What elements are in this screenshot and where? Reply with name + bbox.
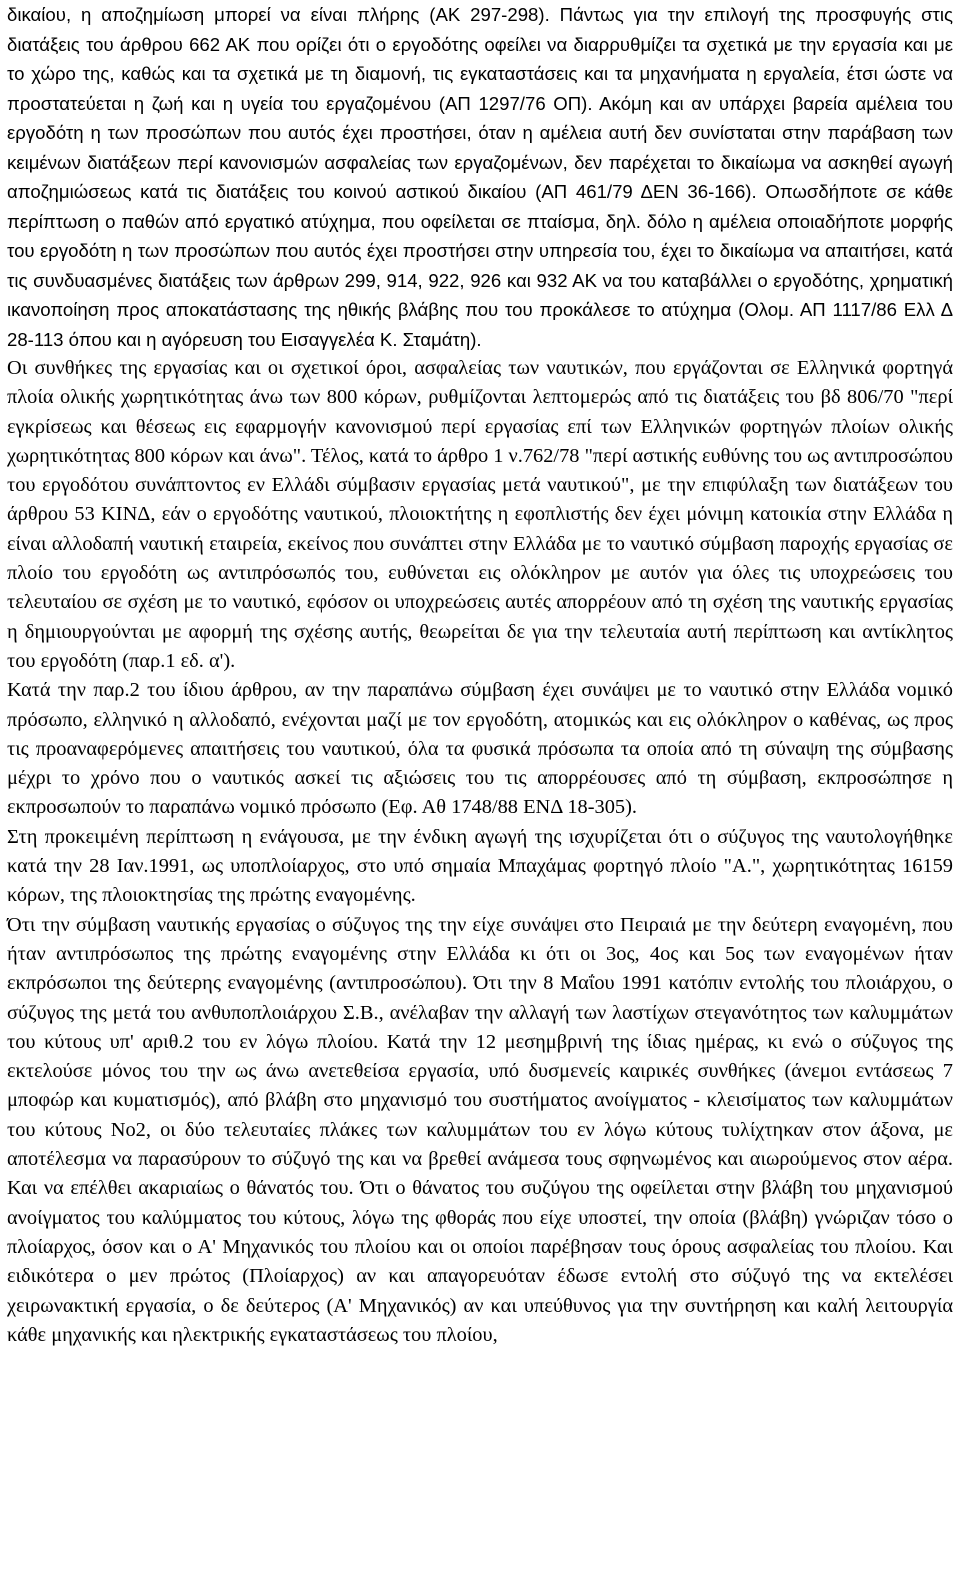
document-page bbox=[7, 0, 953, 1350]
paragraph-seafarer-work-conditions: Οι συνθήκες της εργασίας και οι σχετικοί όροι, ασφαλείας των ναυτικών, που εργάζονται σε Ελληνικά φορτηγά πλοία ολικής χωρητικότητας άνω των 800 κόρων, ρυθμίζονται λεπτομερώς από τις διατάξεις του βδ 806/70 "περί εγκρίσεως και θέσεως εις εφαρμογήν κανονισμού περί εργασίας επί των Ελληνικών φορτηγών πλοίων ολικής χωρητικότητας 800 κόρων και άνω". Τέλος, κατά το άρθρο 1 ν.762/78 "περί αστικής ευθύνης του ως αντιπροσώπου του εργοδότου συνάπτοντος εν Ελλάδι σύμβασιν εργασίας μετά ναυτικού", με την επιφύλαξη των διατάξεων του άρθρου 53 ΚΙΝΔ, εάν ο εργοδότης ναυτικού, πλοιοκτήτης η εφοπλιστής δεν έχει μόνιμη κατοικία στην Ελλάδα η είναι αλλοδαπή ναυτική εταιρεία, εκείνος που συνάπτει στην Ελλάδα με το ναυτικό σύμβαση παροχής εργασίας σε πλοίο του εργοδότη ως αντιπρόσωπός του, ευθύνεται εις ολόκληρον με αυτόν για όλες τις υποχρεώσεις του τελευταίου σε σχέση με το ναυτικό, εφόσον οι υποχρεώσεις αυτές απορρέουν από τη σχέση της ναυτικής εργασίας η δημιουργούνται με αφορμή της σχέσης αυτής, θεωρείται δε για την τελευταία αυτή περίπτωση και αντίκλητος του εργοδότη (παρ.1 εδ. α'). bbox=[7, 357, 953, 672]
paragraph-employer-liability: δικαίου, η αποζημίωση μπορεί να είναι πλήρης (ΑΚ 297-298). Πάντως για την επιλογή της προσφυγής στις διατάξεις του άρθρου 662 ΑΚ που ορίζει ότι ο εργοδότης οφείλει να διαρρυθμίζει τα σχετικά με την εργασία και με το χώρο της, καθώς και τα σχετικά με τη διαμονή, τις εγκαταστάσεις και τα μηχανήματα η εργαλεία, έτσι ώστε να προστατεύεται η ζωή και η υγεία του εργαζομένου (ΑΠ 1297/76 ΟΠ). Ακόμη και αν υπάρχει βαρεία αμέλεια του εργοδότη η των προσώπων που αυτός έχει προστήσει, όταν η αμέλεια αυτή δεν συνίσταται στην παράβαση των κειμένων διατάξεων περί κανονισμών ασφαλείας των εργαζομένων, δεν παρέχεται το δικαίωμα να ασκηθεί αγωγή αποζημιώσεως κατά τις διατάξεις του κοινού αστικού δικαίου (ΑΠ 461/79 ΔΕΝ 36-166). Οπωσδήποτε σε κάθε περίπτωση ο παθών από εργατικό ατύχημα, που οφείλεται σε πταίσμα, δηλ. δόλο η αμέλεια οποιαδήποτε μορφής του εργοδότη η των προσώπων που αυτός έχει προστήσει στην υπηρεσία του, έχει το δικαίωμα να απαιτήσει, κατά τις συνδυασμένες διατάξεις των άρθρων 299, 914, 922, 926 και 932 ΑΚ να του καταβάλλει ο εργοδότης, χρηματική ικανοποίηση προς αποκατάστασης της ηθικής βλάβης που του προκάλεσε το ατύχημα (Ολομ. ΑΠ 1117/86 Ελλ Δ 28-113 όπου και η αγόρευση του Εισαγγελέα Κ. Σταμάτη). bbox=[7, 4, 953, 350]
paragraph-case-claim: Στη προκειμένη περίπτωση η ενάγουσα, με την ένδικη αγωγή της ισχυρίζεται ότι ο σύζυγος της ναυτολογήθηκε κατά την 28 Ιαν.1991, ως υποπλοίαρχος, στο υπό σημαία Μπαχάμας φορτηγό πλοίο "Α.", χωρητικότητας 16159 κόρων, της πλοιοκτησίας της πρώτης εναγομένης. bbox=[7, 825, 953, 907]
paragraph-legal-entity-liability: Κατά την παρ.2 του ίδιου άρθρου, αν την παραπάνω σύμβαση έχει συνάψει με το ναυτικό στην Ελλάδα νομικό πρόσωπο, ελληνικό η αλλοδαπό, ενέχονται μαζί με τον εργοδότη, ατομικώς και εις ολόκληρον ο καθένας, ως προς τις προαναφερόμενες απαιτήσεις του ναυτικού, όλα τα φυσικά πρόσωπα τα οποία από τη σύναψη της σύμβασης μέχρι το χρόνο που ο ναυτικός ασκεί τις αξιώσεις του τις απορρέουσες από τη σύμβαση, εκπροσώπησε η εκπροσωπούν το παραπάνω νομικό πρόσωπο (Εφ. Αθ 1748/88 ΕΝΔ 18-305). bbox=[7, 679, 953, 819]
paragraph-accident-facts: Ότι την σύμβαση ναυτικής εργασίας ο σύζυγος της την είχε συνάψει στο Πειραιά με την δεύτερη εναγομένη, που ήταν αντιπρόσωπος της πρώτης εναγομένης στην Ελλάδα κι ότι οι 3ος, 4ος και 5ος των εναγομένων ήταν εκπρόσωποι της δεύτερης εναγομένης (αντιπροσώπου). Ότι την 8 Μαΐου 1991 κατόπιν εντολής του πλοιάρχου, ο σύζυγος της μετά του ανθυποπλοιάρχου Σ.Β., ανέλαβαν την αλλαγή των λαστίχων στεγανότητος των καλυμμάτων του κύτους υπ' αριθ.2 του εν λόγω πλοίου. Κατά την 12 μεσημβρινή της ίδιας ημέρας, κι ενώ ο σύζυγος της εκτελούσε μόνος του την ως άνω ανετεθείσα εργασία, υπό δυσμενείς καιρικές συνθήκες (άνεμοι εντάσεως 7 μποφώρ και κυματισμός), από βλάβη στο μηχανισμό του συστήματος ανοίγματος - κλεισίματος των καλυμμάτων του κύτους Νο2, οι δύο τελευταίες πλάκες των καλυμμάτων του εν λόγω κύτους τυλίχτηκαν στον άξονα, με αποτέλεσμα να παρασύρουν το σύζυγό της και να βρεθεί ανάμεσα τους σφηνωμένος και αιωρούμενος στον αέρα. Και να επέλθει ακαριαίως ο θάνατός του. Ότι ο θάνατος του συζύγου της οφείλεται στην βλάβη του μηχανισμού ανοίγματος του καλύμματος του κύτους, λόγω της φθοράς που είχε υποστεί, την οποία (βλάβη) γνώριζαν τόσο ο πλοίαρχος, όσον και ο Α' Μηχανικός του πλοίου και οι οποίοι παρέβησαν τους όρους ασφαλείας του πλοίου. Και ειδικότερα ο μεν πρώτος (Πλοίαρχος) αν και απαγορευόταν έδωσε εντολή στο σύζυγό της να εκτελέσει χειρωνακτική εργασία, ο δε δεύτερος (Α' Μηχανικός) αν και υπεύθυνος για την συντήρηση και καλή λειτουργία κάθε μηχανικής και ηλεκτρικής εγκαταστάσεως του πλοίου, bbox=[7, 913, 953, 1346]
